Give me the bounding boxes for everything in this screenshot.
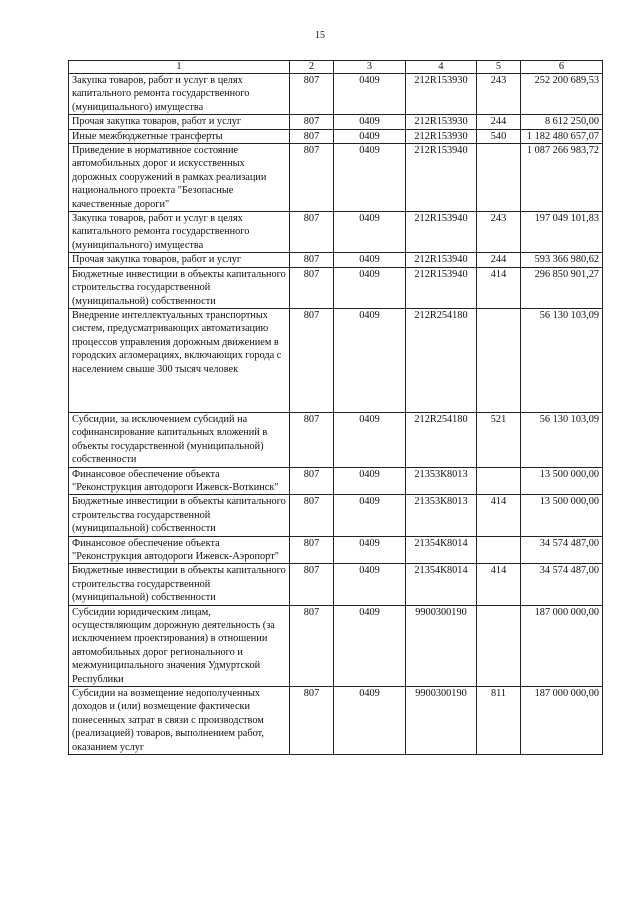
header-col-4: 4 (406, 61, 477, 74)
table-row (69, 267, 603, 308)
row-vr (477, 536, 521, 564)
row-ved: 807 (290, 308, 334, 412)
row-name: Приведение в нормативное состояние автомобильных дорог и искусственных дорожных сооружений в рамках реализации национального проекта "Безопасные качественные дороги" (69, 144, 290, 212)
row-name: Бюджетные инвестиции в объекты капитального строительства государственной (муниципальной) собственности (69, 267, 290, 308)
row-ved: 807 (290, 564, 334, 605)
row-name: Субсидии на возмещение недополученных доходов и (или) возмещение фактически понесенных затрат в связи с производством (реализацией) товаров, выполнением работ, оказанием услуг (69, 687, 290, 755)
row-name: Прочая закупка товаров, работ и услуг (69, 115, 290, 129)
row-name: Субсидии, за исключением субсидий на софинансирование капитальных вложений в объекты государственной (муниципальной) собственности (69, 412, 290, 467)
row-name: Бюджетные инвестиции в объекты капитального строительства государственной (муниципальной) собственности (69, 564, 290, 605)
row-amount: 1 182 480 657,07 (521, 129, 603, 143)
row-name: Закупка товаров, работ и услуг в целях капитального ремонта государственного (муниципального) имущества (69, 74, 290, 115)
row-csr: 212R153930 (406, 74, 477, 115)
table-row (69, 115, 603, 129)
table-row (69, 129, 603, 143)
row-vr: 414 (477, 495, 521, 536)
row-name: Субсидии юридическим лицам, осуществляющим дорожную деятельность (за исключением проектирования) в отношении автомобильных дорог регионального и межмуниципального значения Удмуртской Республики (69, 605, 290, 686)
row-ved: 807 (290, 267, 334, 308)
row-razdel: 0409 (334, 115, 406, 129)
row-ved: 807 (290, 253, 334, 267)
row-razdel: 0409 (334, 687, 406, 755)
row-amount: 197 049 101,83 (521, 212, 603, 253)
row-csr: 9900300190 (406, 605, 477, 686)
row-csr: 212R153940 (406, 144, 477, 212)
row-razdel: 0409 (334, 536, 406, 564)
header-col-6: 6 (521, 61, 603, 74)
row-amount: 187 000 000,00 (521, 605, 603, 686)
table-row (69, 308, 603, 412)
row-name: Внедрение интеллектуальных транспортных систем, предусматривающих автоматизацию процессов управления дорожным движением в городских агломерациях, включающих города с населением свыше 300 тысяч человек (69, 308, 290, 412)
budget-table (68, 60, 603, 755)
row-ved: 807 (290, 412, 334, 467)
table-row (69, 74, 603, 115)
row-amount: 56 130 103,09 (521, 412, 603, 467)
row-amount: 593 366 980,62 (521, 253, 603, 267)
table-row (69, 467, 603, 495)
row-ved: 807 (290, 467, 334, 495)
row-amount: 34 574 487,00 (521, 564, 603, 605)
row-vr: 414 (477, 564, 521, 605)
header-col-3: 3 (334, 61, 406, 74)
row-razdel: 0409 (334, 74, 406, 115)
row-vr: 244 (477, 115, 521, 129)
row-vr: 811 (477, 687, 521, 755)
row-razdel: 0409 (334, 144, 406, 212)
table-row (69, 605, 603, 686)
row-csr: 212R153930 (406, 115, 477, 129)
row-csr: 212R153940 (406, 212, 477, 253)
row-amount: 13 500 000,00 (521, 467, 603, 495)
row-ved: 807 (290, 495, 334, 536)
row-csr: 212R254180 (406, 308, 477, 412)
row-ved: 807 (290, 212, 334, 253)
row-ved: 807 (290, 74, 334, 115)
table-row (69, 564, 603, 605)
row-name: Иные межбюджетные трансферты (69, 129, 290, 143)
table-row (69, 687, 603, 755)
table-row (69, 212, 603, 253)
row-amount: 296 850 901,27 (521, 267, 603, 308)
row-name: Финансовое обеспечение объекта "Реконструкция автодороги Ижевск-Воткинск" (69, 467, 290, 495)
row-vr: 243 (477, 74, 521, 115)
table-row (69, 412, 603, 467)
row-amount: 8 612 250,00 (521, 115, 603, 129)
header-col-5: 5 (477, 61, 521, 74)
row-vr: 540 (477, 129, 521, 143)
row-ved: 807 (290, 115, 334, 129)
row-vr (477, 308, 521, 412)
row-ved: 807 (290, 536, 334, 564)
row-razdel: 0409 (334, 495, 406, 536)
row-amount: 187 000 000,00 (521, 687, 603, 755)
row-name: Закупка товаров, работ и услуг в целях капитального ремонта государственного (муниципального) имущества (69, 212, 290, 253)
row-csr: 212R153940 (406, 267, 477, 308)
row-csr: 21353К8013 (406, 495, 477, 536)
table-row (69, 253, 603, 267)
row-csr: 9900300190 (406, 687, 477, 755)
row-vr: 244 (477, 253, 521, 267)
row-amount: 56 130 103,09 (521, 308, 603, 412)
header-col-1: 1 (69, 61, 290, 74)
header-col-2: 2 (290, 61, 334, 74)
row-vr (477, 144, 521, 212)
row-ved: 807 (290, 129, 334, 143)
row-csr: 21354К8014 (406, 564, 477, 605)
row-ved: 807 (290, 605, 334, 686)
row-ved: 807 (290, 687, 334, 755)
row-razdel: 0409 (334, 212, 406, 253)
row-ved: 807 (290, 144, 334, 212)
row-amount: 34 574 487,00 (521, 536, 603, 564)
row-amount: 1 087 266 983,72 (521, 144, 603, 212)
header-row (69, 61, 603, 74)
row-razdel: 0409 (334, 564, 406, 605)
row-csr: 212R254180 (406, 412, 477, 467)
table-row (69, 536, 603, 564)
row-vr (477, 605, 521, 686)
row-csr: 21354К8014 (406, 536, 477, 564)
row-vr: 521 (477, 412, 521, 467)
row-csr: 212R153940 (406, 253, 477, 267)
row-razdel: 0409 (334, 308, 406, 412)
row-vr: 414 (477, 267, 521, 308)
row-name: Финансовое обеспечение объекта "Реконструкция автодороги Ижевск-Аэропорт" (69, 536, 290, 564)
row-razdel: 0409 (334, 253, 406, 267)
row-razdel: 0409 (334, 412, 406, 467)
row-name: Прочая закупка товаров, работ и услуг (69, 253, 290, 267)
row-razdel: 0409 (334, 467, 406, 495)
row-csr: 21353К8013 (406, 467, 477, 495)
row-vr (477, 467, 521, 495)
row-amount: 252 200 689,53 (521, 74, 603, 115)
row-csr: 212R153930 (406, 129, 477, 143)
row-vr: 243 (477, 212, 521, 253)
row-razdel: 0409 (334, 605, 406, 686)
table-row (69, 495, 603, 536)
row-name: Бюджетные инвестиции в объекты капитального строительства государственной (муниципальной) собственности (69, 495, 290, 536)
table-row (69, 144, 603, 212)
row-razdel: 0409 (334, 129, 406, 143)
row-amount: 13 500 000,00 (521, 495, 603, 536)
row-razdel: 0409 (334, 267, 406, 308)
page-number: 15 (315, 30, 325, 41)
